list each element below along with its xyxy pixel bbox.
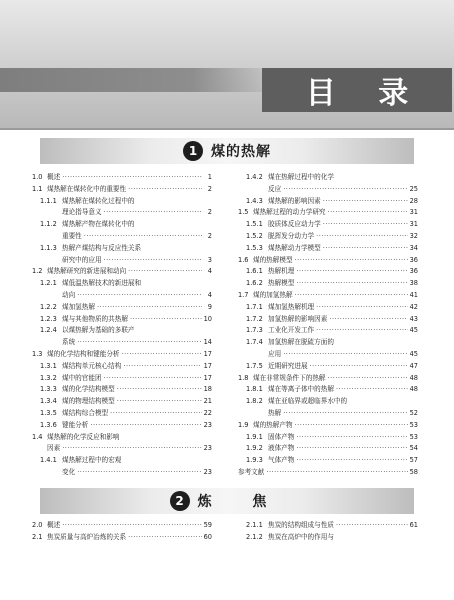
toc-entry-number: 1.8.2 <box>246 397 263 406</box>
toc-entry-number: 1.1.1 <box>40 196 57 205</box>
toc-entry-number: 1.4 <box>32 432 43 441</box>
toc-entry-page: 48 <box>409 373 418 382</box>
toc-entry-page: 14 <box>203 338 212 347</box>
toc-entry-number: 1.7.2 <box>246 314 263 323</box>
toc-entry-number: 1.1.3 <box>40 243 57 252</box>
toc-entry-title: 煤热解过程的动力学研究 <box>253 208 326 217</box>
toc-entry-title: 煤热解动力学模型 <box>268 243 321 252</box>
toc-entry-title: 近期研究进展 <box>268 361 308 370</box>
toc-entry-page: 4 <box>207 290 212 299</box>
toc-entry <box>238 184 418 196</box>
toc-entry <box>32 432 212 444</box>
toc-entry-title: 焦炭质量与高炉冶炼的关系 <box>47 532 127 541</box>
toc-entry-title: 概述 <box>47 173 61 181</box>
toc-entry-number: 1.2.1 <box>40 279 57 288</box>
toc-dot-leader <box>294 278 408 290</box>
chapter-1-number: 1 <box>183 141 203 161</box>
toc-dot-leader <box>128 314 202 326</box>
toc-dot-leader <box>293 420 408 432</box>
toc-dot-leader <box>314 325 408 337</box>
toc-entry-page: 23 <box>203 467 212 476</box>
toc-entry <box>238 384 418 396</box>
toc-dot-leader <box>102 255 202 267</box>
toc-entry-number: 2.1.1 <box>246 521 263 529</box>
toc-entry-page: 47 <box>409 361 418 370</box>
toc-entry-page: 52 <box>409 408 418 417</box>
toc-entry-title: 煤热解在煤转化过程中的 <box>62 196 135 205</box>
toc-entry <box>238 467 418 479</box>
toc-entry <box>32 408 212 420</box>
toc-entry-number: 1.3.6 <box>40 420 57 429</box>
toc-entry-title: 煤热解产物在煤转化中的 <box>62 220 135 229</box>
toc-entry-title: 煤热解研究的新进展和动向 <box>47 267 127 276</box>
toc-dot-leader <box>334 520 408 532</box>
toc-dot-leader <box>281 349 408 361</box>
toc-entry-page: 36 <box>409 267 418 276</box>
toc-entry-title: 煤的物理结构模型 <box>62 397 115 406</box>
toc-dot-leader <box>60 520 202 532</box>
toc-entry-title: 变化 <box>62 467 76 476</box>
toc-entry <box>238 520 418 532</box>
chapter-1-heading <box>40 138 414 164</box>
toc-entry-page: 60 <box>203 532 212 541</box>
toc-entry-title: 煤的热解产物 <box>253 420 293 429</box>
toc-entry-title: 应用 <box>268 349 282 358</box>
toc-entry <box>238 443 418 455</box>
toc-entry <box>238 408 418 420</box>
toc-dot-leader <box>264 467 408 479</box>
toc-entry-number: 2.1 <box>32 532 43 541</box>
toc-dot-leader <box>326 373 408 385</box>
toc-dot-leader <box>88 420 202 432</box>
toc-entry <box>238 266 418 278</box>
toc-entry-title: 因素 <box>47 444 61 453</box>
toc-dot-leader <box>102 373 202 385</box>
toc-entry-title: 理论指导意义 <box>62 208 102 217</box>
toc-entry-number: 1.2.3 <box>40 314 57 323</box>
toc-entry-title: 气体产物 <box>268 456 295 465</box>
chapter-1-title: 煤的热解 <box>211 144 271 160</box>
toc-entry-number: 1.6.1 <box>246 267 263 276</box>
toc-entry-number: 1.0 <box>32 173 43 181</box>
toc-entry-title: 煤结构综合模型 <box>62 408 109 417</box>
toc-entry-number: 1.2 <box>32 267 43 276</box>
toc-entry-title: 重要性 <box>62 231 82 240</box>
toc-entry-number: 1.5.3 <box>246 243 263 252</box>
toc-entry <box>32 255 212 267</box>
toc-entry <box>238 243 418 255</box>
toc-entry-title: 煤结构单元核心结构 <box>62 361 122 370</box>
toc-entry-page: 23 <box>203 444 212 453</box>
toc-entry-page: 45 <box>409 349 418 358</box>
toc-entry-title: 加氢热解的影响因素 <box>268 314 328 323</box>
toc-entry <box>32 455 212 467</box>
toc-entry <box>32 373 212 385</box>
toc-entry-number: 2.0 <box>32 521 43 529</box>
toc-entry-page: 41 <box>409 290 418 299</box>
toc-entry-page: 31 <box>409 208 418 217</box>
toc-entry <box>32 384 212 396</box>
toc-dot-leader <box>293 290 408 302</box>
toc-entry-title: 煤在亚临界或超临界水中的 <box>268 397 348 406</box>
toc-entry-page: 36 <box>409 255 418 264</box>
toc-entry <box>32 207 212 219</box>
chapter-2-number: 2 <box>170 491 190 511</box>
toc-entry <box>32 290 212 302</box>
toc-dot-leader <box>281 184 408 196</box>
toc-entry-title: 煤的化学结构模型 <box>62 385 115 394</box>
toc-dot-leader <box>126 532 202 544</box>
toc-entry-title: 煤的热解模型 <box>253 255 293 264</box>
toc-entry-number: 1.4.2 <box>246 173 263 181</box>
toc-entry-page: 34 <box>409 243 418 252</box>
toc-entry-number: 1.1 <box>32 184 43 193</box>
toc-column-ch2-right <box>238 520 418 544</box>
toc-entry-number: 1.9 <box>238 420 249 429</box>
toc-entry-number: 1.4.3 <box>246 196 263 205</box>
toc-entry <box>32 184 212 196</box>
toc-entry-title: 煤的化学结构和键能分析 <box>47 349 120 358</box>
toc-dot-leader <box>115 384 202 396</box>
toc-entry <box>238 361 418 373</box>
toc-entry-title: 煤的加氢热解 <box>253 290 293 299</box>
toc-entry <box>238 314 418 326</box>
toc-dot-leader <box>294 432 408 444</box>
toc-dot-leader <box>82 231 202 243</box>
toc-entry <box>32 219 212 231</box>
toc-entry <box>32 325 212 337</box>
header-banner <box>0 0 454 128</box>
toc-entry-number: 1.6 <box>238 255 249 264</box>
toc-entry <box>238 432 418 444</box>
toc-entry-number: 1.8.1 <box>246 385 263 394</box>
toc-entry <box>238 455 418 467</box>
toc-column-ch2-left <box>32 520 212 544</box>
toc-entry-page: 22 <box>203 408 212 417</box>
toc-dot-leader <box>75 467 202 479</box>
chapter-2-heading <box>40 488 414 514</box>
toc-entry-title: 煤热解的影响因素 <box>268 196 321 205</box>
toc-entry-number: 1.7.1 <box>246 302 263 311</box>
toc-entry-title: 脱挥发分动力学 <box>268 231 315 240</box>
toc-entry <box>32 196 212 208</box>
toc-entry-page: 38 <box>409 279 418 288</box>
toc-entry-title: 煤在等离子体中的热解 <box>268 385 334 394</box>
toc-entry-number: 1.3.2 <box>40 373 57 382</box>
toc-entry-page: 48 <box>409 385 418 394</box>
toc-entry <box>238 532 418 544</box>
toc-dot-leader <box>121 361 202 373</box>
toc-dot-leader <box>108 408 202 420</box>
toc-entry <box>32 349 212 361</box>
toc-entry <box>32 396 212 408</box>
toc-entry-page: 1 <box>207 173 212 181</box>
toc-entry-page: 9 <box>207 302 212 311</box>
toc-entry-title: 煤热解过程中的宏观 <box>62 456 122 465</box>
toc-entry <box>238 325 418 337</box>
toc-entry-page: 58 <box>409 467 418 476</box>
toc-entry-title: 煤低温热解技术的新进展和 <box>62 279 142 288</box>
toc-entry <box>238 172 418 184</box>
toc-dot-leader <box>314 231 408 243</box>
toc-entry-page: 42 <box>409 302 418 311</box>
title-box <box>262 68 452 112</box>
toc-dot-leader <box>75 337 202 349</box>
toc-entry <box>32 172 212 184</box>
toc-entry <box>32 337 212 349</box>
toc-dot-leader <box>321 243 408 255</box>
toc-dot-leader <box>308 361 408 373</box>
toc-entry-title: 热解产煤结构与反应性关系 <box>62 243 142 252</box>
toc-entry-title: 煤在热解过程中的化学 <box>268 173 334 181</box>
toc-entry <box>238 396 418 408</box>
toc-entry-title: 煤热解在煤转化中的重要性 <box>47 184 127 193</box>
toc-entry-number: 1.1.2 <box>40 220 57 229</box>
toc-entry-title: 热解模型 <box>268 279 295 288</box>
toc-dot-leader <box>126 184 202 196</box>
toc-entry <box>32 243 212 255</box>
toc-entry-page: 32 <box>409 231 418 240</box>
toc-entry-title: 煤热解的化学反应和影响 <box>47 432 120 441</box>
toc-entry-title: 焦炭在高炉中的作用与 <box>268 532 334 541</box>
toc-entry-number: 1.5 <box>238 208 249 217</box>
toc-entry <box>32 302 212 314</box>
toc-entry-number: 1.3.5 <box>40 408 57 417</box>
toc-entry-title: 煤与其他物质的共热解 <box>62 314 128 323</box>
toc-entry-title: 动向 <box>62 290 76 299</box>
toc-entry <box>238 207 418 219</box>
toc-entry-title: 工业化开发工作 <box>268 326 315 335</box>
toc-dot-leader <box>126 266 202 278</box>
toc-entry-page: 4 <box>207 267 212 276</box>
toc-entry-page: 53 <box>409 432 418 441</box>
toc-entry <box>238 255 418 267</box>
toc-entry-number: 1.9.3 <box>246 456 263 465</box>
toc-entry-page: 59 <box>203 521 212 529</box>
toc-entry-number: 1.5.2 <box>246 231 263 240</box>
toc-entry-title: 液体产物 <box>268 444 295 453</box>
toc-entry <box>32 361 212 373</box>
toc-entry-page: 28 <box>409 196 418 205</box>
chapter-2-title: 炼 焦 <box>197 494 285 510</box>
toc-dot-leader <box>60 172 202 184</box>
toc-entry-title: 以煤热解为基础的多联产 <box>62 326 135 335</box>
toc-entry-page: 17 <box>203 349 212 358</box>
toc-entry-title: 焦炭的结构组成与性质 <box>268 521 334 529</box>
toc-entry-page: 21 <box>203 397 212 406</box>
toc-entry-number: 1.9.1 <box>246 432 263 441</box>
toc-entry-page: 45 <box>409 326 418 335</box>
toc-dot-leader <box>60 443 202 455</box>
toc-dot-leader <box>120 349 202 361</box>
toc-entry <box>238 373 418 385</box>
toc-dot-leader <box>327 314 408 326</box>
toc-entry-page: 43 <box>409 314 418 323</box>
toc-entry <box>238 337 418 349</box>
toc-dot-leader <box>314 302 408 314</box>
toc-entry-number: 1.7.3 <box>246 326 263 335</box>
toc-entry-page: 57 <box>409 456 418 465</box>
toc-entry-number: 1.9.2 <box>246 444 263 453</box>
toc-entry-title: 胶质体反应动力学 <box>268 220 321 229</box>
toc-entry-title: 煤加氢热解机理 <box>268 302 315 311</box>
toc-entry <box>32 532 212 544</box>
toc-entry <box>32 231 212 243</box>
toc-entry-title: 热解 <box>268 408 282 417</box>
toc-entry-page: 61 <box>409 521 418 529</box>
toc-entry-number: 1.5.1 <box>246 220 263 229</box>
header-stripe <box>0 68 280 92</box>
toc-entry-page: 31 <box>409 220 418 229</box>
toc-entry <box>32 443 212 455</box>
toc-entry-title: 煤在非常规条件下的热解 <box>253 373 326 382</box>
toc-entry-page: 17 <box>203 373 212 382</box>
toc-entry <box>238 349 418 361</box>
toc-entry-title: 研究中的应用 <box>62 255 102 264</box>
toc-entry <box>238 231 418 243</box>
toc-entry-number: 1.3.3 <box>40 385 57 394</box>
toc-dot-leader <box>321 219 408 231</box>
toc-dot-leader <box>334 384 408 396</box>
toc-entry <box>32 278 212 290</box>
toc-entry-number: 1.8 <box>238 373 249 382</box>
toc-dot-leader <box>95 302 202 314</box>
toc-entry <box>32 467 212 479</box>
page-title: 目 录 <box>305 76 425 111</box>
toc-entry-number: 1.4.1 <box>40 456 57 465</box>
toc-entry <box>238 290 418 302</box>
toc-entry-title: 系统 <box>62 338 76 347</box>
toc-entry <box>238 219 418 231</box>
toc-entry-page: 2 <box>207 184 212 193</box>
toc-entry <box>32 420 212 432</box>
toc-dot-leader <box>75 290 202 302</box>
toc-entry-title: 参考文献 <box>238 467 265 476</box>
toc-entry <box>32 314 212 326</box>
toc-dot-leader <box>293 255 408 267</box>
toc-entry-number: 1.3.4 <box>40 397 57 406</box>
toc-dot-leader <box>321 196 408 208</box>
toc-dot-leader <box>281 408 408 420</box>
toc-entry-page: 17 <box>203 361 212 370</box>
toc-entry-page: 53 <box>409 420 418 429</box>
toc-entry-title: 煤加氢热解 <box>62 302 95 311</box>
toc-column-ch1-right <box>238 172 418 479</box>
toc-column-ch1-left <box>32 172 212 479</box>
toc-entry-page: 54 <box>409 444 418 453</box>
toc-entry-number: 1.7.4 <box>246 338 263 347</box>
toc-entry <box>32 520 212 532</box>
toc-entry-number: 1.2.4 <box>40 326 57 335</box>
toc-entry-number: 1.3.1 <box>40 361 57 370</box>
toc-entry-title: 加氢热解在脱硫方面的 <box>268 338 334 347</box>
toc-dot-leader <box>115 396 202 408</box>
toc-entry-page: 23 <box>203 420 212 429</box>
toc-entry-page: 3 <box>207 255 212 264</box>
toc-entry <box>238 420 418 432</box>
toc-entry-title: 热解机理 <box>268 267 295 276</box>
toc-entry <box>32 266 212 278</box>
toc-entry-number: 1.2.2 <box>40 302 57 311</box>
toc-entry-title: 反应 <box>268 184 282 193</box>
toc-entry-title: 固体产物 <box>268 432 295 441</box>
toc-entry <box>238 196 418 208</box>
toc-entry-number: 2.1.2 <box>246 532 263 541</box>
toc-entry <box>238 302 418 314</box>
toc-entry-page: 2 <box>207 231 212 240</box>
toc-dot-leader <box>326 207 408 219</box>
toc-entry-number: 1.3 <box>32 349 43 358</box>
toc-entry-number: 1.6.2 <box>246 279 263 288</box>
toc-dot-leader <box>102 207 202 219</box>
header-rule <box>0 128 454 130</box>
toc-entry-number: 1.7.5 <box>246 361 263 370</box>
toc-entry-page: 10 <box>203 314 212 323</box>
toc-dot-leader <box>294 443 408 455</box>
toc-dot-leader <box>294 455 408 467</box>
toc-entry-page: 18 <box>203 385 212 394</box>
toc-entry-title: 键能分析 <box>62 420 89 429</box>
toc-entry-title: 煤中的官能团 <box>62 373 102 382</box>
toc-dot-leader <box>294 266 408 278</box>
toc-entry-title: 概述 <box>47 521 61 529</box>
toc-entry-page: 25 <box>409 184 418 193</box>
toc-entry-number: 1.7 <box>238 290 249 299</box>
toc-entry-page: 2 <box>207 208 212 217</box>
toc-entry <box>238 278 418 290</box>
